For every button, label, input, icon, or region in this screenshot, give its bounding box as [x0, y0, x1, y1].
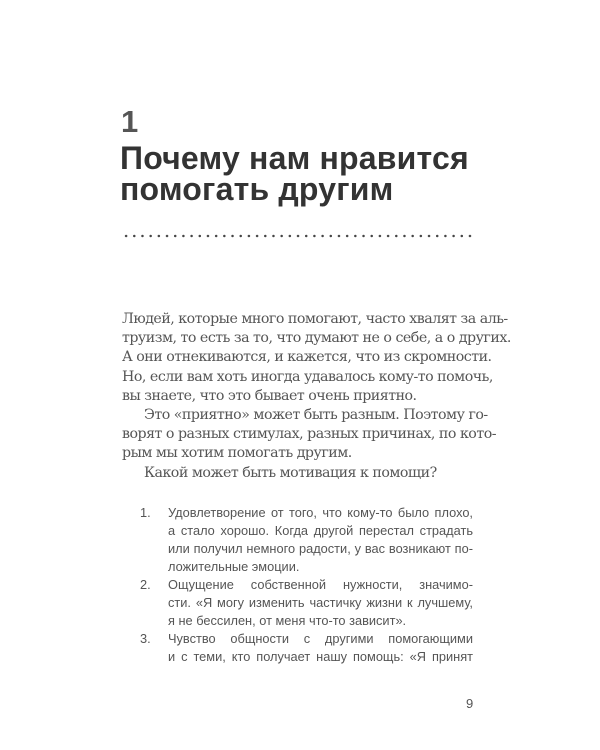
chapter-title-line: помогать другим [120, 171, 394, 207]
text-line: Но, если вам хоть иногда удавалось кому-то помочь, [122, 368, 493, 385]
text-line: я не бессилен, от меня что-то зависит». [168, 613, 407, 628]
text-line: ворят о разных стимулах, разных причинах, по кото- [122, 426, 497, 443]
dotted-divider [122, 234, 474, 238]
text-line: Людей, которые много помогают, часто хвалят за аль- [122, 311, 508, 327]
text-line: ложительные эмоции. [168, 559, 300, 574]
list-item [140, 630, 473, 666]
list-number: 2. [140, 577, 151, 592]
chapter-title [120, 140, 469, 207]
text-line: Удовлетворение от того, что кому-то было плохо, [168, 505, 473, 520]
text-line: рым мы хотим помогать другим. [122, 445, 352, 462]
list-item [140, 504, 473, 576]
text-line: Какой может быть мотивация к помощи? [144, 464, 437, 481]
body-text [122, 310, 511, 483]
chapter-number: 1 [121, 104, 139, 139]
list-item [140, 576, 473, 630]
text-line: или получил немного радости, у вас возникают по- [168, 541, 473, 556]
text-line: вы знаете, что это бывает очень приятно. [122, 387, 417, 404]
text-line: а стало хорошо. Когда другой перестал страдать [168, 523, 473, 538]
page-number: 9 [466, 696, 474, 711]
text-line: и с теми, кто получает нашу помощь: «Я принят [168, 649, 473, 664]
text-line: Ощущение собственной нужности, значимо- [168, 577, 473, 592]
chapter-title-line: Почему нам нравится [120, 140, 469, 176]
list-number: 3. [140, 631, 151, 646]
text-line: сти. «Я могу изменить частичку жизни к лучшему, [168, 595, 473, 610]
numbered-list [140, 504, 473, 666]
text-line: труизм, то есть за то, что думают не о себе, а о других. [122, 330, 511, 347]
list-number: 1. [140, 505, 151, 520]
text-line: Чувство общности с другими помогающими [168, 631, 473, 646]
text-line: А они отнекиваются, и кажется, что из скромности. [122, 349, 492, 366]
text-line: Это «приятно» может быть разным. Поэтому го- [144, 407, 488, 424]
